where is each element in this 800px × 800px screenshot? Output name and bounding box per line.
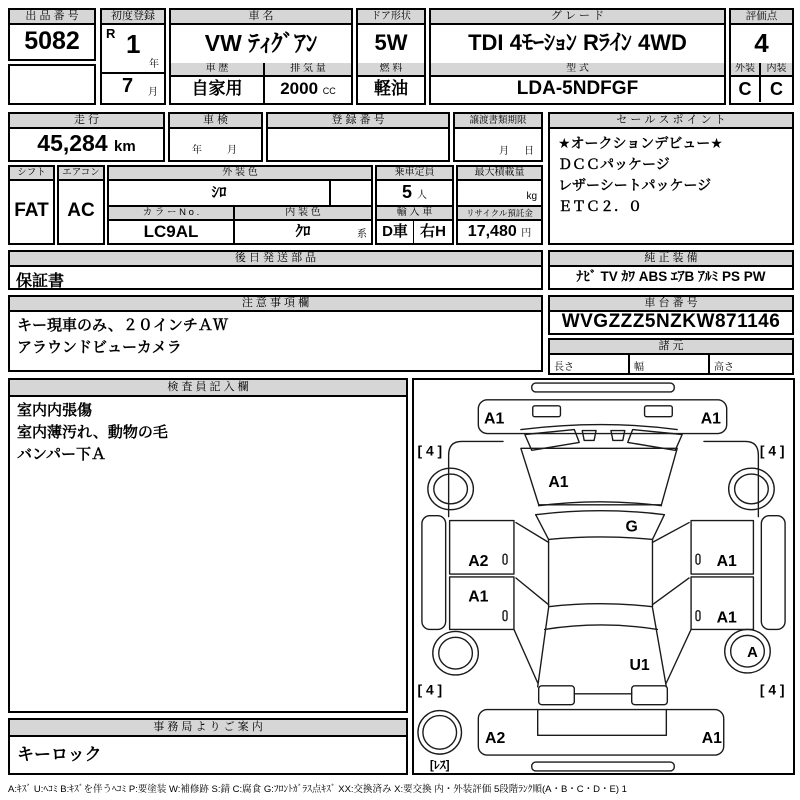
pillar-lines-right-shape — [652, 523, 691, 683]
vehicle-diagram-box — [412, 378, 795, 775]
vehicle-diagram — [414, 380, 793, 773]
grade-header: グ レ ー ド — [431, 10, 724, 25]
office-info-box — [8, 718, 408, 775]
first-registration-era: R — [106, 26, 116, 41]
import-handle-value: 右H — [420, 223, 446, 240]
mileage-unit: km — [114, 138, 136, 155]
rear-window-side-shape — [538, 608, 667, 687]
shift-value: FAT — [14, 200, 49, 221]
import-type-value: D車 — [377, 221, 414, 243]
score-header: 評価点 — [731, 10, 792, 25]
note-line: アラウンドビューカメラ — [17, 339, 182, 356]
shift-header: シフト — [10, 167, 53, 181]
door-shape-fuel-box — [356, 8, 426, 105]
damage-label-rear-window: U1 — [629, 657, 650, 675]
transfer-deadline-header: 譲渡書類期限 — [455, 114, 541, 129]
exterior-grade-value: C — [731, 77, 761, 102]
spare-tire-label: [ﾚｽ] — [429, 757, 450, 772]
sales-point-line: レザーシートパッケージ — [558, 177, 712, 193]
notes-header: 注 意 事 項 欄 — [10, 297, 541, 312]
grade-value: TDI 4ﾓｰｼｮﾝ Rﾗｲﾝ 4WD — [468, 30, 687, 55]
first-registration-year: 1 — [126, 29, 141, 59]
capacity-import-box — [375, 165, 454, 245]
interior-color-value: ｸﾛ — [295, 223, 311, 240]
spare-tire-inner-shape — [423, 716, 457, 750]
mileage-value — [10, 129, 163, 161]
transfer-deadline-day-unit: 日 — [524, 146, 534, 157]
later-shipping-parts-value: 保証書 — [16, 273, 65, 290]
headlight-left-shape — [525, 430, 579, 451]
import-header: 輸 入 車 — [377, 205, 452, 221]
damage-label-door-rear-right: A1 — [716, 609, 737, 627]
door-handle-front-left-shape — [503, 554, 507, 564]
hood-shape — [521, 448, 677, 504]
displacement-unit: CC — [322, 86, 336, 96]
mileage-header: 走 行 — [10, 114, 163, 129]
car-history-header: 車 歴 — [171, 63, 263, 77]
displacement-number: 2000 — [280, 79, 319, 98]
inspector-notes-header: 検 査 員 記 入 欄 — [10, 380, 406, 397]
headlight-right-shape — [628, 430, 682, 451]
capacity-header: 乗車定員 — [377, 167, 452, 181]
rocker-right-shape — [761, 516, 785, 630]
windshield-arc-shape — [536, 511, 665, 515]
recycle-deposit-number: 17,480 — [467, 223, 517, 240]
oem-equipment-box — [548, 250, 794, 290]
damage-label-door-rear-left: A1 — [468, 588, 489, 606]
wheel-front-right-inner-shape — [735, 474, 769, 504]
grille-right-shape — [611, 431, 625, 441]
recycle-deposit-value — [458, 221, 541, 243]
score-box — [729, 8, 794, 105]
front-bumper-shape — [478, 400, 726, 434]
front-bumper-inner-right-shape — [645, 406, 673, 417]
door-handle-rear-left-shape — [503, 611, 507, 621]
chassis-no-header: 車 台 番 号 — [550, 297, 792, 312]
mileage-box — [8, 112, 165, 162]
max-load-header: 最大積載量 — [458, 167, 541, 181]
front-top-strip-shape — [532, 383, 674, 392]
damage-label-windshield: G — [625, 518, 638, 536]
tail-light-right-shape — [632, 686, 668, 705]
cowl-line-shape — [521, 425, 677, 430]
door-handle-front-right-shape — [696, 554, 700, 564]
door-shape-value: 5W — [374, 30, 408, 55]
rear-bottom-strip-shape — [532, 762, 674, 771]
car-name-box — [169, 8, 353, 105]
oem-equipment-header: 純 正 装 備 — [550, 252, 792, 267]
inspection-box — [168, 112, 263, 162]
later-shipping-parts-box — [8, 250, 543, 290]
transfer-deadline-box — [453, 112, 543, 162]
chassis-no-value: WVGZZZ5NZKW871146 — [561, 312, 781, 332]
capacity-unit: 人 — [417, 190, 428, 201]
damage-label-rear-bumper-right: A1 — [701, 730, 722, 748]
spec-width-label: 幅 — [630, 355, 710, 373]
sales-points-box — [548, 112, 794, 245]
fuel-value: 軽油 — [374, 79, 408, 98]
pillar-lines-left-shape — [514, 523, 549, 683]
aircon-header: エアコン — [59, 167, 103, 181]
lot-number-box — [8, 8, 96, 61]
lot-number-empty-box — [8, 64, 96, 105]
car-name-header: 車 名 — [171, 10, 351, 25]
damage-label-front-bumper-left: A1 — [484, 410, 505, 428]
exterior-color-extra-cell — [329, 181, 371, 205]
inspection-month-unit: 月 — [227, 145, 237, 156]
damage-label-hood: A1 — [548, 473, 569, 491]
inspector-note-line: バンパー下Ａ — [17, 446, 106, 463]
damage-label-wheel-rear-right: A — [747, 645, 758, 662]
color-no-header: カ ラ ー N o . — [109, 205, 235, 221]
max-load-unit: kg — [526, 191, 537, 202]
lot-number-value: 5082 — [24, 27, 80, 55]
first-registration-month: 7 — [122, 75, 134, 97]
rear-bumper-shape — [478, 710, 723, 756]
spare-tire-shape — [418, 711, 462, 755]
specs-header: 諸 元 — [550, 340, 792, 355]
aircon-box — [57, 165, 105, 245]
roof-side-shape — [549, 539, 653, 606]
tail-light-left-shape — [539, 686, 575, 705]
fuel-header: 燃 料 — [358, 63, 424, 77]
recycle-deposit-unit: 円 — [521, 228, 532, 239]
lot-number-header: 出 品 番 号 — [10, 10, 94, 25]
colors-box — [107, 165, 373, 245]
displacement-value — [265, 77, 351, 103]
front-fender-left-shape — [449, 441, 503, 516]
tire-depth-rear-right: [ 4 ] — [759, 681, 785, 698]
rear-bumper-recess-shape — [538, 710, 667, 736]
mileage-number: 45,284 — [37, 130, 108, 156]
oem-equipment-value: ﾅﾋﾞ TV ｶﾜ ABS ｴｱB ｱﾙﾐ PS PW — [576, 269, 766, 284]
damage-label-front-bumper-right: A1 — [700, 410, 721, 428]
grille-left-shape — [582, 431, 596, 441]
registration-no-header: 登 録 番 号 — [268, 114, 448, 129]
interior-color-header: 内 装 色 — [235, 205, 371, 221]
inspector-notes-box — [8, 378, 408, 713]
tire-depth-front-right: [ 4 ] — [759, 442, 785, 459]
exterior-color-header: 外 装 色 — [109, 167, 371, 181]
sales-point-line: ★オークションデビュー★ — [558, 135, 723, 151]
interior-grade-value: C — [770, 79, 783, 99]
spec-height-label: 高さ — [714, 362, 734, 373]
notes-box — [8, 295, 543, 372]
first-registration-month-unit: 月 — [148, 87, 158, 98]
recycle-deposit-header: リサイクル預託金 — [458, 205, 541, 221]
front-bumper-inner-left-shape — [533, 406, 561, 417]
sales-point-line: ＤＣＣパッケージ — [558, 156, 670, 172]
sales-points-header: セ ー ル ス ポ イ ン ト — [550, 114, 792, 129]
inspector-note-line: 室内内張傷 — [17, 402, 93, 419]
registration-no-box — [266, 112, 450, 162]
exterior-grade-header: 外装 — [731, 63, 761, 77]
inspector-note-line: 室内薄汚れ、動物の毛 — [17, 424, 168, 441]
windshield-side-shape — [536, 515, 665, 540]
interior-color-suffix: 系 — [357, 229, 367, 240]
displacement-header: 排 気 量 — [265, 63, 351, 77]
spec-length-label: 長さ — [550, 355, 630, 373]
inspection-header: 車 検 — [170, 114, 261, 129]
first-registration-box — [100, 8, 166, 105]
later-shipping-parts-header: 後 日 発 送 部 品 — [10, 252, 541, 267]
office-info-value: キーロック — [17, 745, 102, 764]
note-line: キー現車のみ、２０インチＡＷ — [17, 317, 228, 334]
car-history-value: 自家用 — [191, 79, 243, 98]
shift-box — [8, 165, 55, 245]
damage-label-door-front-right: A1 — [716, 553, 737, 571]
capacity-value — [377, 181, 452, 205]
score-value: 4 — [754, 28, 769, 58]
capacity-number: 5 — [401, 182, 412, 202]
car-name-value: VW ﾃｨｸﾞｱﾝ — [204, 30, 318, 56]
grade-box — [429, 8, 726, 105]
exterior-color-value: ｼﾛ — [211, 184, 227, 201]
damage-label-rear-bumper-left: A2 — [485, 730, 506, 748]
roof-rear-arc-shape — [549, 604, 653, 607]
windshield-bottom-arc-shape — [549, 537, 653, 539]
wheel-front-left-inner-shape — [434, 474, 468, 504]
office-info-header: 事 務 局 よ り ご 案 内 — [10, 720, 406, 737]
model-code-value: LDA-5NDFGF — [516, 78, 639, 99]
transfer-deadline-month-unit: 月 — [499, 146, 509, 157]
sales-point-line: ＥＴＣ２．０ — [558, 198, 642, 214]
first-registration-year-unit: 年 — [149, 59, 159, 70]
tire-depth-front-left: [ 4 ] — [417, 442, 443, 459]
door-handle-rear-right-shape — [696, 611, 700, 621]
aircon-value: AC — [67, 200, 95, 221]
first-registration-header: 初度登録 — [102, 10, 164, 25]
tire-depth-rear-left: [ 4 ] — [417, 681, 443, 698]
door-shape-header: ドア形状 — [358, 10, 424, 25]
specs-box — [548, 338, 794, 375]
rocker-left-shape — [422, 516, 446, 630]
chassis-no-box — [548, 295, 794, 335]
load-recycle-box — [456, 165, 543, 245]
rear-window-arc-shape — [545, 625, 658, 629]
color-no-value: LC9AL — [109, 221, 235, 243]
damage-label-door-front-left: A2 — [468, 553, 489, 571]
inspection-year-unit: 年 — [192, 145, 202, 156]
interior-grade-header: 内装 — [761, 63, 792, 77]
model-code-header: 型 式 — [431, 63, 724, 77]
damage-code-legend: A:ｷｽﾞ U:ﾍｺﾐ B:ｷｽﾞを伴うﾍｺﾐ P:要塗装 W:補修跡 S:錆 C:腐食 G:ﾌﾛﾝﾄｶﾞﾗｽ点ｷｽﾞ XX:交換済み X:要交換 内・外装評価 5段階ﾗﾝｸ順(A・B・C・D・E) 1 — [8, 784, 627, 795]
wheel-rear-left-inner-shape — [439, 637, 473, 669]
